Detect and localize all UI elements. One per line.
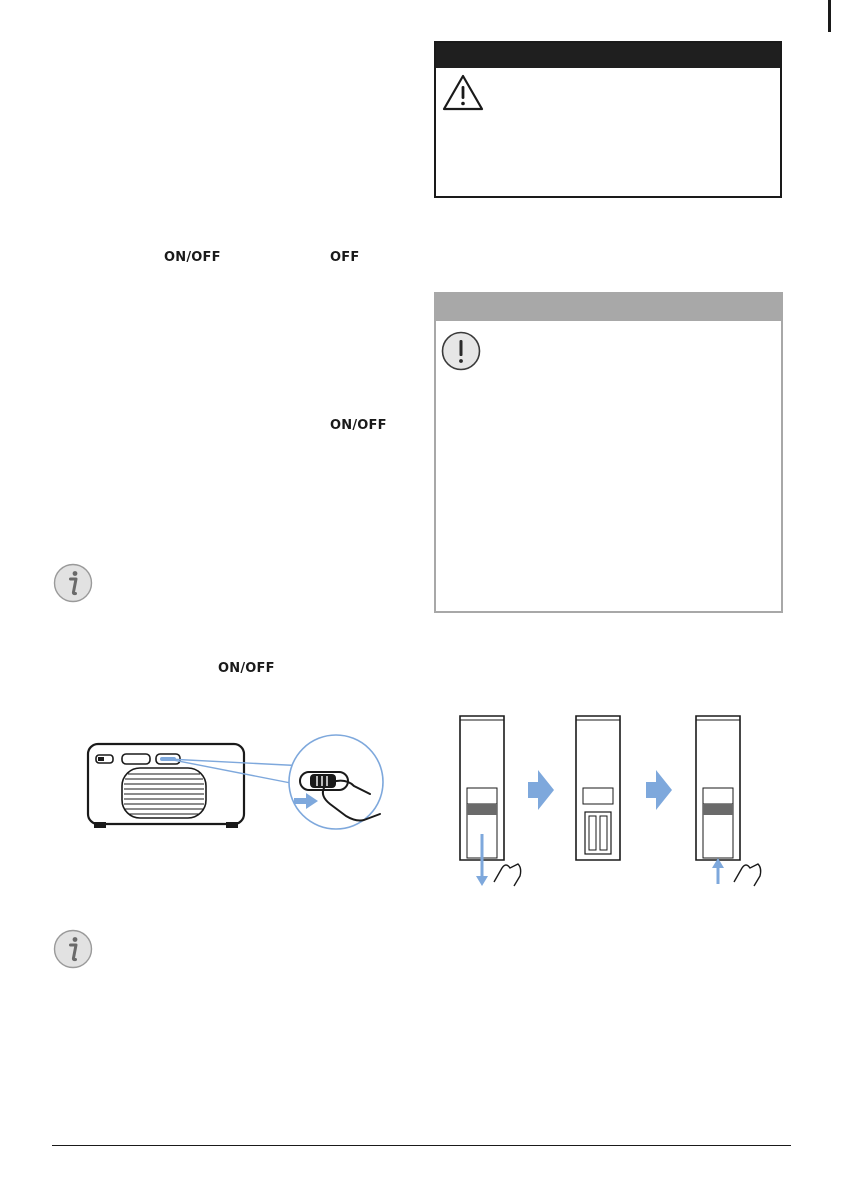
on-off-label: ON/OFF <box>218 661 275 676</box>
remote-battery-illustration <box>452 712 772 892</box>
warning-header-bar <box>436 43 780 68</box>
footer-divider <box>52 1145 791 1146</box>
info-circle-icon <box>52 562 94 604</box>
page-edge-marker <box>828 0 831 32</box>
projector-power-switch-illustration <box>84 730 384 890</box>
exclamation-circle-icon <box>440 330 482 372</box>
off-label: OFF <box>330 250 360 265</box>
info-circle-icon <box>52 928 94 970</box>
warning-box <box>434 41 782 198</box>
notice-header-bar <box>436 294 781 321</box>
on-off-label: ON/OFF <box>164 250 221 265</box>
warning-triangle-icon <box>442 74 484 112</box>
notice-box <box>434 292 783 613</box>
on-off-label: ON/OFF <box>330 418 387 433</box>
